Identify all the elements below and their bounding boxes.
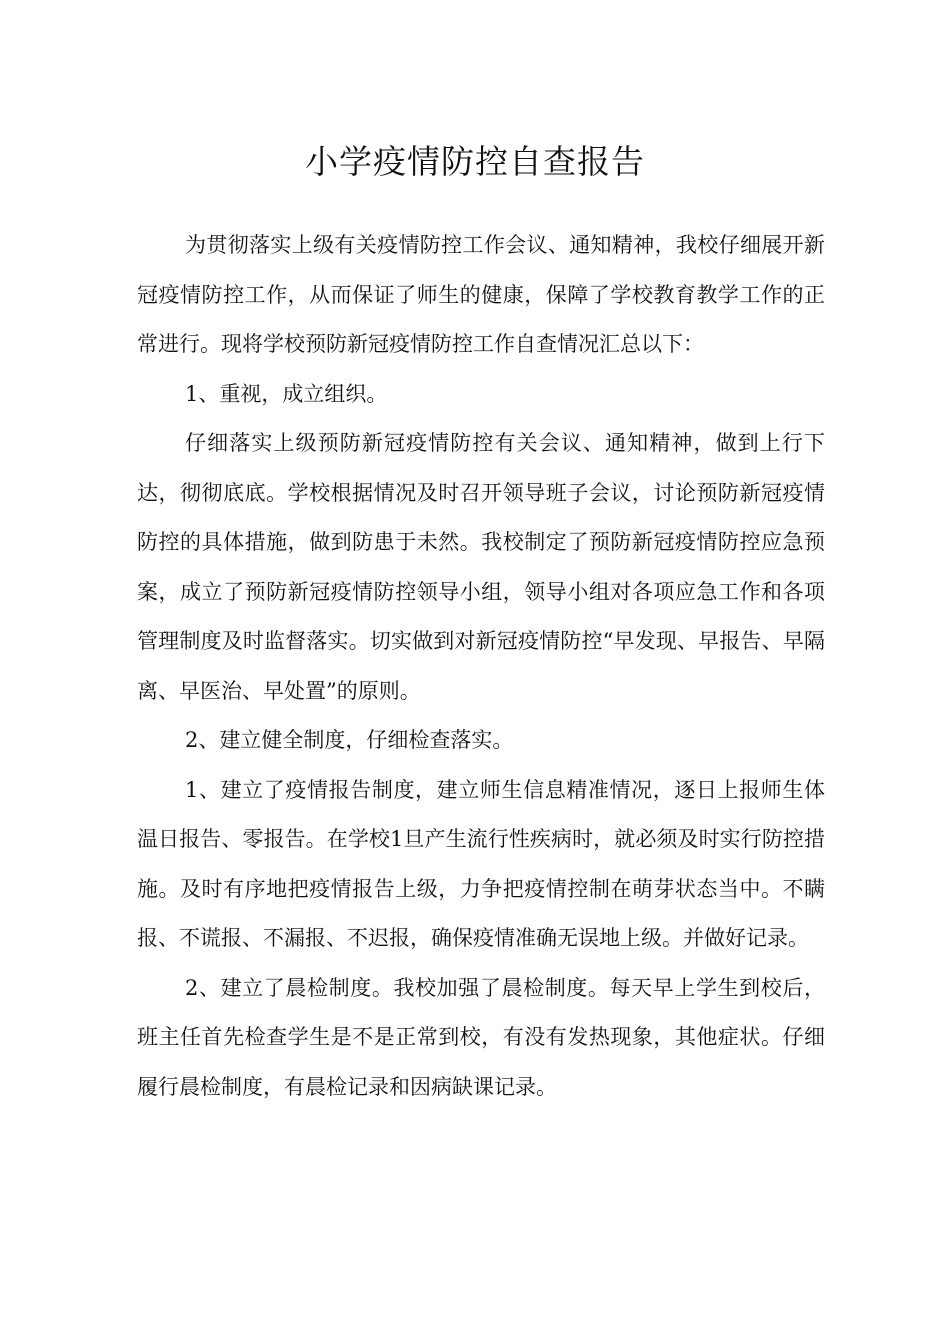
section-heading-1: 1、重视，成立组织。 [185, 381, 388, 406]
document-title: 小学疫情防控自查报告 [305, 142, 645, 181]
section-heading-2: 2、建立健全制度，仔细检查落实。 [185, 728, 514, 752]
intro-paragraph: 为贯彻落实上级有关疫情防控工作会议、通知精神，我校仔细展开新冠疫情防控工作，从而保证了师生的健康，保障了学校教育教学工作的正常进行。现将学校预防新冠疫情防控工作自查情况汇总以下： [137, 233, 825, 356]
section-2-item-2: 2、建立了晨检制度。我校加强了晨检制度。每天早上学生到校后，班主任首先检查学生是不是正常到校，有没有发热现象，其他症状。仔细履行晨检制度，有晨检记录和因病缺课记录。 [137, 975, 825, 1099]
document-body [137, 221, 825, 1112]
section-2-item-1: 1、建立了疫情报告制度，建立师生信息精准情况，逐日上报师生体温日报告、零报告。在学校1旦产生流行性疾病时，就必须及时实行防控措施。及时有序地把疫情报告上级，力争把疫情控制在萌芽状态当中。不瞒报、不谎报、不漏报、不迟报，确保疫情准确无误地上级。并做好记录。 [137, 777, 825, 950]
section-1-paragraph: 仔细落实上级预防新冠疫情防控有关会议、通知精神，做到上行下达，彻彻底底。学校根据情况及时召开领导班子会议，讨论预防新冠疫情防控的具体措施，做到防患于未然。我校制定了预防新冠疫情防控应急预案，成立了预防新冠疫情防控领导小组，领导小组对各项应急工作和各项管理制度及时监督落实。切实做到对新冠疫情防控“早发现、早报告、早隔离、早医治、早处置”的原则。 [137, 431, 825, 703]
